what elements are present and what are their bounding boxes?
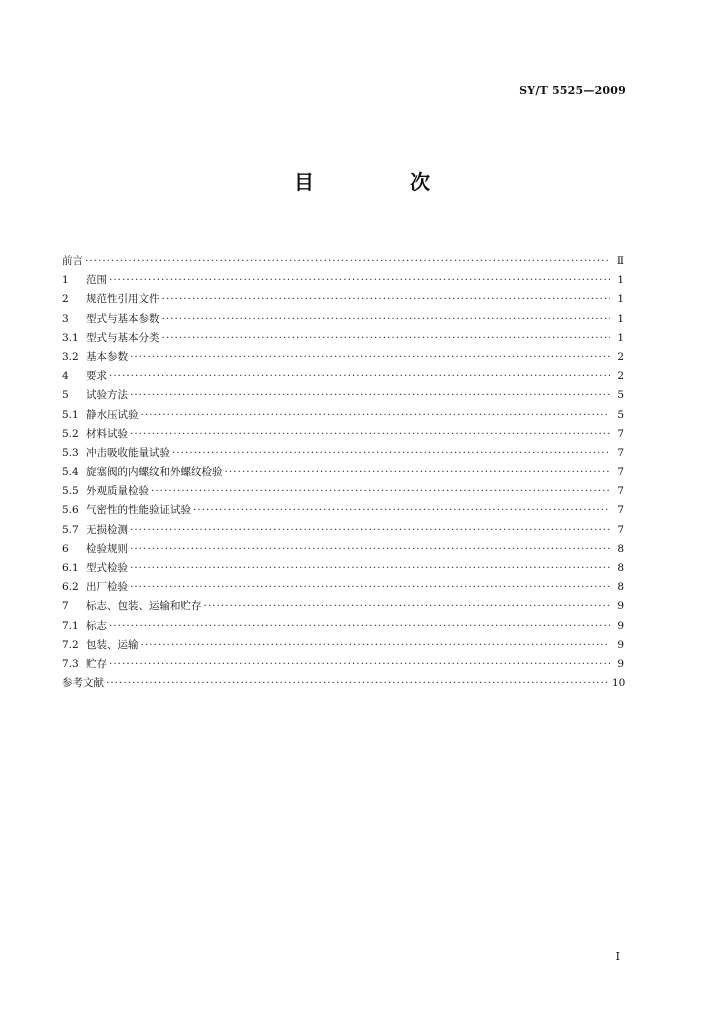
toc-entry[interactable] [62, 367, 624, 386]
toc-entry-page: 8 [617, 581, 624, 594]
toc-entry[interactable] [62, 348, 624, 367]
toc-entry-page: Ⅱ [616, 255, 624, 267]
page-title: 目 次 [294, 170, 468, 194]
toc-dot-leader [193, 501, 610, 520]
toc-entry-number: 5.2 [62, 427, 79, 440]
toc-entry-label: 型式检验 [86, 562, 128, 574]
toc-entry[interactable] [62, 444, 624, 463]
page-number: I [615, 950, 620, 963]
toc-dot-leader [130, 521, 610, 540]
toc-dot-leader [109, 655, 610, 674]
toc-entry-page: 9 [617, 600, 624, 613]
toc-entry[interactable] [62, 655, 624, 674]
toc-entry-page: 10 [612, 677, 626, 690]
toc-entry-page: 7 [617, 446, 624, 459]
toc-entry-label: 无损检测 [86, 523, 128, 536]
toc-dot-leader [109, 271, 610, 290]
toc-entry-label: 参考文献 [62, 677, 104, 690]
toc-entry[interactable] [62, 617, 624, 636]
toc-entry-label: 规范性引用文件 [86, 293, 160, 306]
toc-entry-label: 旋塞阀的内螺纹和外螺纹检验 [86, 466, 223, 479]
toc-entry[interactable] [62, 559, 624, 578]
toc-dot-leader [225, 463, 611, 482]
toc-entry-label: 包装、运输 [86, 638, 139, 651]
toc-entry[interactable] [62, 290, 624, 309]
toc-dot-leader [151, 482, 610, 501]
toc-entry-page: 8 [617, 562, 624, 574]
toc-dot-leader [130, 578, 610, 597]
toc-entry-number: 3.2 [62, 350, 79, 363]
toc-entry-page: 5 [617, 408, 624, 421]
standard-code: SY/T 5525—2009 [519, 84, 626, 97]
toc-entry-number: 6 [62, 542, 69, 555]
toc-entry-page: 8 [617, 542, 624, 555]
toc-entry-label: 标志、包装、运输和贮存 [86, 600, 202, 613]
toc-entry[interactable] [62, 540, 624, 559]
toc-entry-page: 7 [617, 427, 624, 440]
toc-entry-page: 2 [617, 350, 624, 363]
toc-dot-leader [130, 540, 610, 559]
toc-entry-label: 范围 [86, 274, 107, 287]
toc-entry-number: 5.6 [62, 504, 79, 517]
toc-dot-leader [172, 444, 610, 463]
toc-entry-label: 材料试验 [86, 427, 128, 440]
toc-entry-number: 5.3 [62, 446, 79, 459]
toc-entry-page: 9 [617, 638, 624, 651]
toc-entry-label: 前言 [62, 255, 83, 267]
toc-entry[interactable] [62, 252, 624, 271]
toc-dot-leader [141, 406, 611, 425]
toc-entry-number: 7.3 [62, 657, 79, 670]
toc-entry-page: 1 [617, 312, 624, 325]
toc-entry-label: 基本参数 [86, 350, 128, 363]
toc-entry-label: 型式与基本分类 [86, 331, 160, 344]
toc-entry-label: 试验方法 [86, 389, 128, 402]
toc-entry[interactable] [62, 329, 624, 348]
toc-entry-number: 3.1 [62, 331, 79, 344]
toc-entry-page: 7 [617, 466, 624, 479]
toc-entry-page: 9 [617, 657, 624, 670]
toc-entry[interactable] [62, 674, 624, 693]
toc-entry-number: 3 [62, 312, 69, 325]
toc-entry-number: 2 [62, 293, 69, 306]
toc-entry-number: 4 [62, 370, 69, 383]
toc-dot-leader [162, 329, 611, 348]
toc-entry-number: 7.1 [62, 619, 79, 632]
toc-entry-number: 5.1 [62, 408, 79, 421]
toc-dot-leader [141, 636, 611, 655]
toc-entry-page: 9 [617, 619, 624, 632]
toc-entry-label: 检验规则 [86, 542, 128, 555]
toc-entry-number: 6.1 [62, 562, 79, 574]
toc-entry[interactable] [62, 597, 624, 616]
toc-entry-number: 6.2 [62, 581, 79, 594]
toc-entry[interactable] [62, 310, 624, 329]
toc-entry[interactable] [62, 463, 624, 482]
toc-dot-leader [162, 310, 611, 329]
toc-entry-page: 7 [617, 523, 624, 536]
toc-entry-page: 1 [617, 331, 624, 344]
toc-dot-leader [109, 367, 610, 386]
toc-dot-leader [85, 252, 610, 271]
toc-entry-label: 冲击吸收能量试验 [86, 446, 170, 459]
toc-entry-number: 5.5 [62, 485, 79, 498]
toc-entry-page: 1 [617, 293, 624, 306]
toc-dot-leader [106, 674, 610, 693]
toc-entry[interactable] [62, 501, 624, 520]
toc-entry-label: 气密性的性能验证试验 [86, 504, 191, 517]
toc-dot-leader [130, 348, 610, 367]
toc-entry-label: 型式与基本参数 [86, 312, 160, 325]
toc-dot-leader [109, 617, 610, 636]
toc-entry-page: 1 [617, 274, 624, 287]
toc-entry-page: 5 [617, 389, 624, 402]
toc-entry-number: 5 [62, 389, 69, 402]
toc-entry[interactable] [62, 386, 624, 405]
toc-entry-label: 外观质量检验 [86, 485, 149, 498]
toc-entry-number: 5.4 [62, 466, 79, 479]
toc-entry-number: 7 [62, 600, 69, 613]
toc-entry-number: 7.2 [62, 638, 79, 651]
toc-entry-number: 1 [62, 274, 69, 287]
toc-entry-label: 要求 [86, 370, 107, 383]
toc-entry-page: 2 [617, 370, 624, 383]
toc-entry[interactable] [62, 482, 624, 501]
toc-entry-label: 出厂检验 [86, 581, 128, 594]
toc-entry[interactable] [62, 406, 624, 425]
toc-dot-leader [130, 425, 610, 444]
toc-dot-leader [162, 290, 611, 309]
toc-dot-leader [204, 597, 611, 616]
toc-dot-leader [130, 386, 610, 405]
toc-entry[interactable] [62, 271, 624, 290]
toc-entry-label: 静水压试验 [86, 408, 139, 421]
toc-entry[interactable] [62, 578, 624, 597]
toc-entry-page: 7 [617, 504, 624, 517]
table-of-contents [62, 252, 624, 693]
toc-entry[interactable] [62, 521, 624, 540]
toc-entry-label: 标志 [86, 619, 107, 632]
toc-dot-leader [130, 559, 610, 578]
toc-entry[interactable] [62, 425, 624, 444]
toc-entry-number: 5.7 [62, 523, 79, 536]
toc-entry[interactable] [62, 636, 624, 655]
toc-entry-page: 7 [617, 485, 624, 498]
toc-entry-label: 贮存 [86, 657, 107, 670]
